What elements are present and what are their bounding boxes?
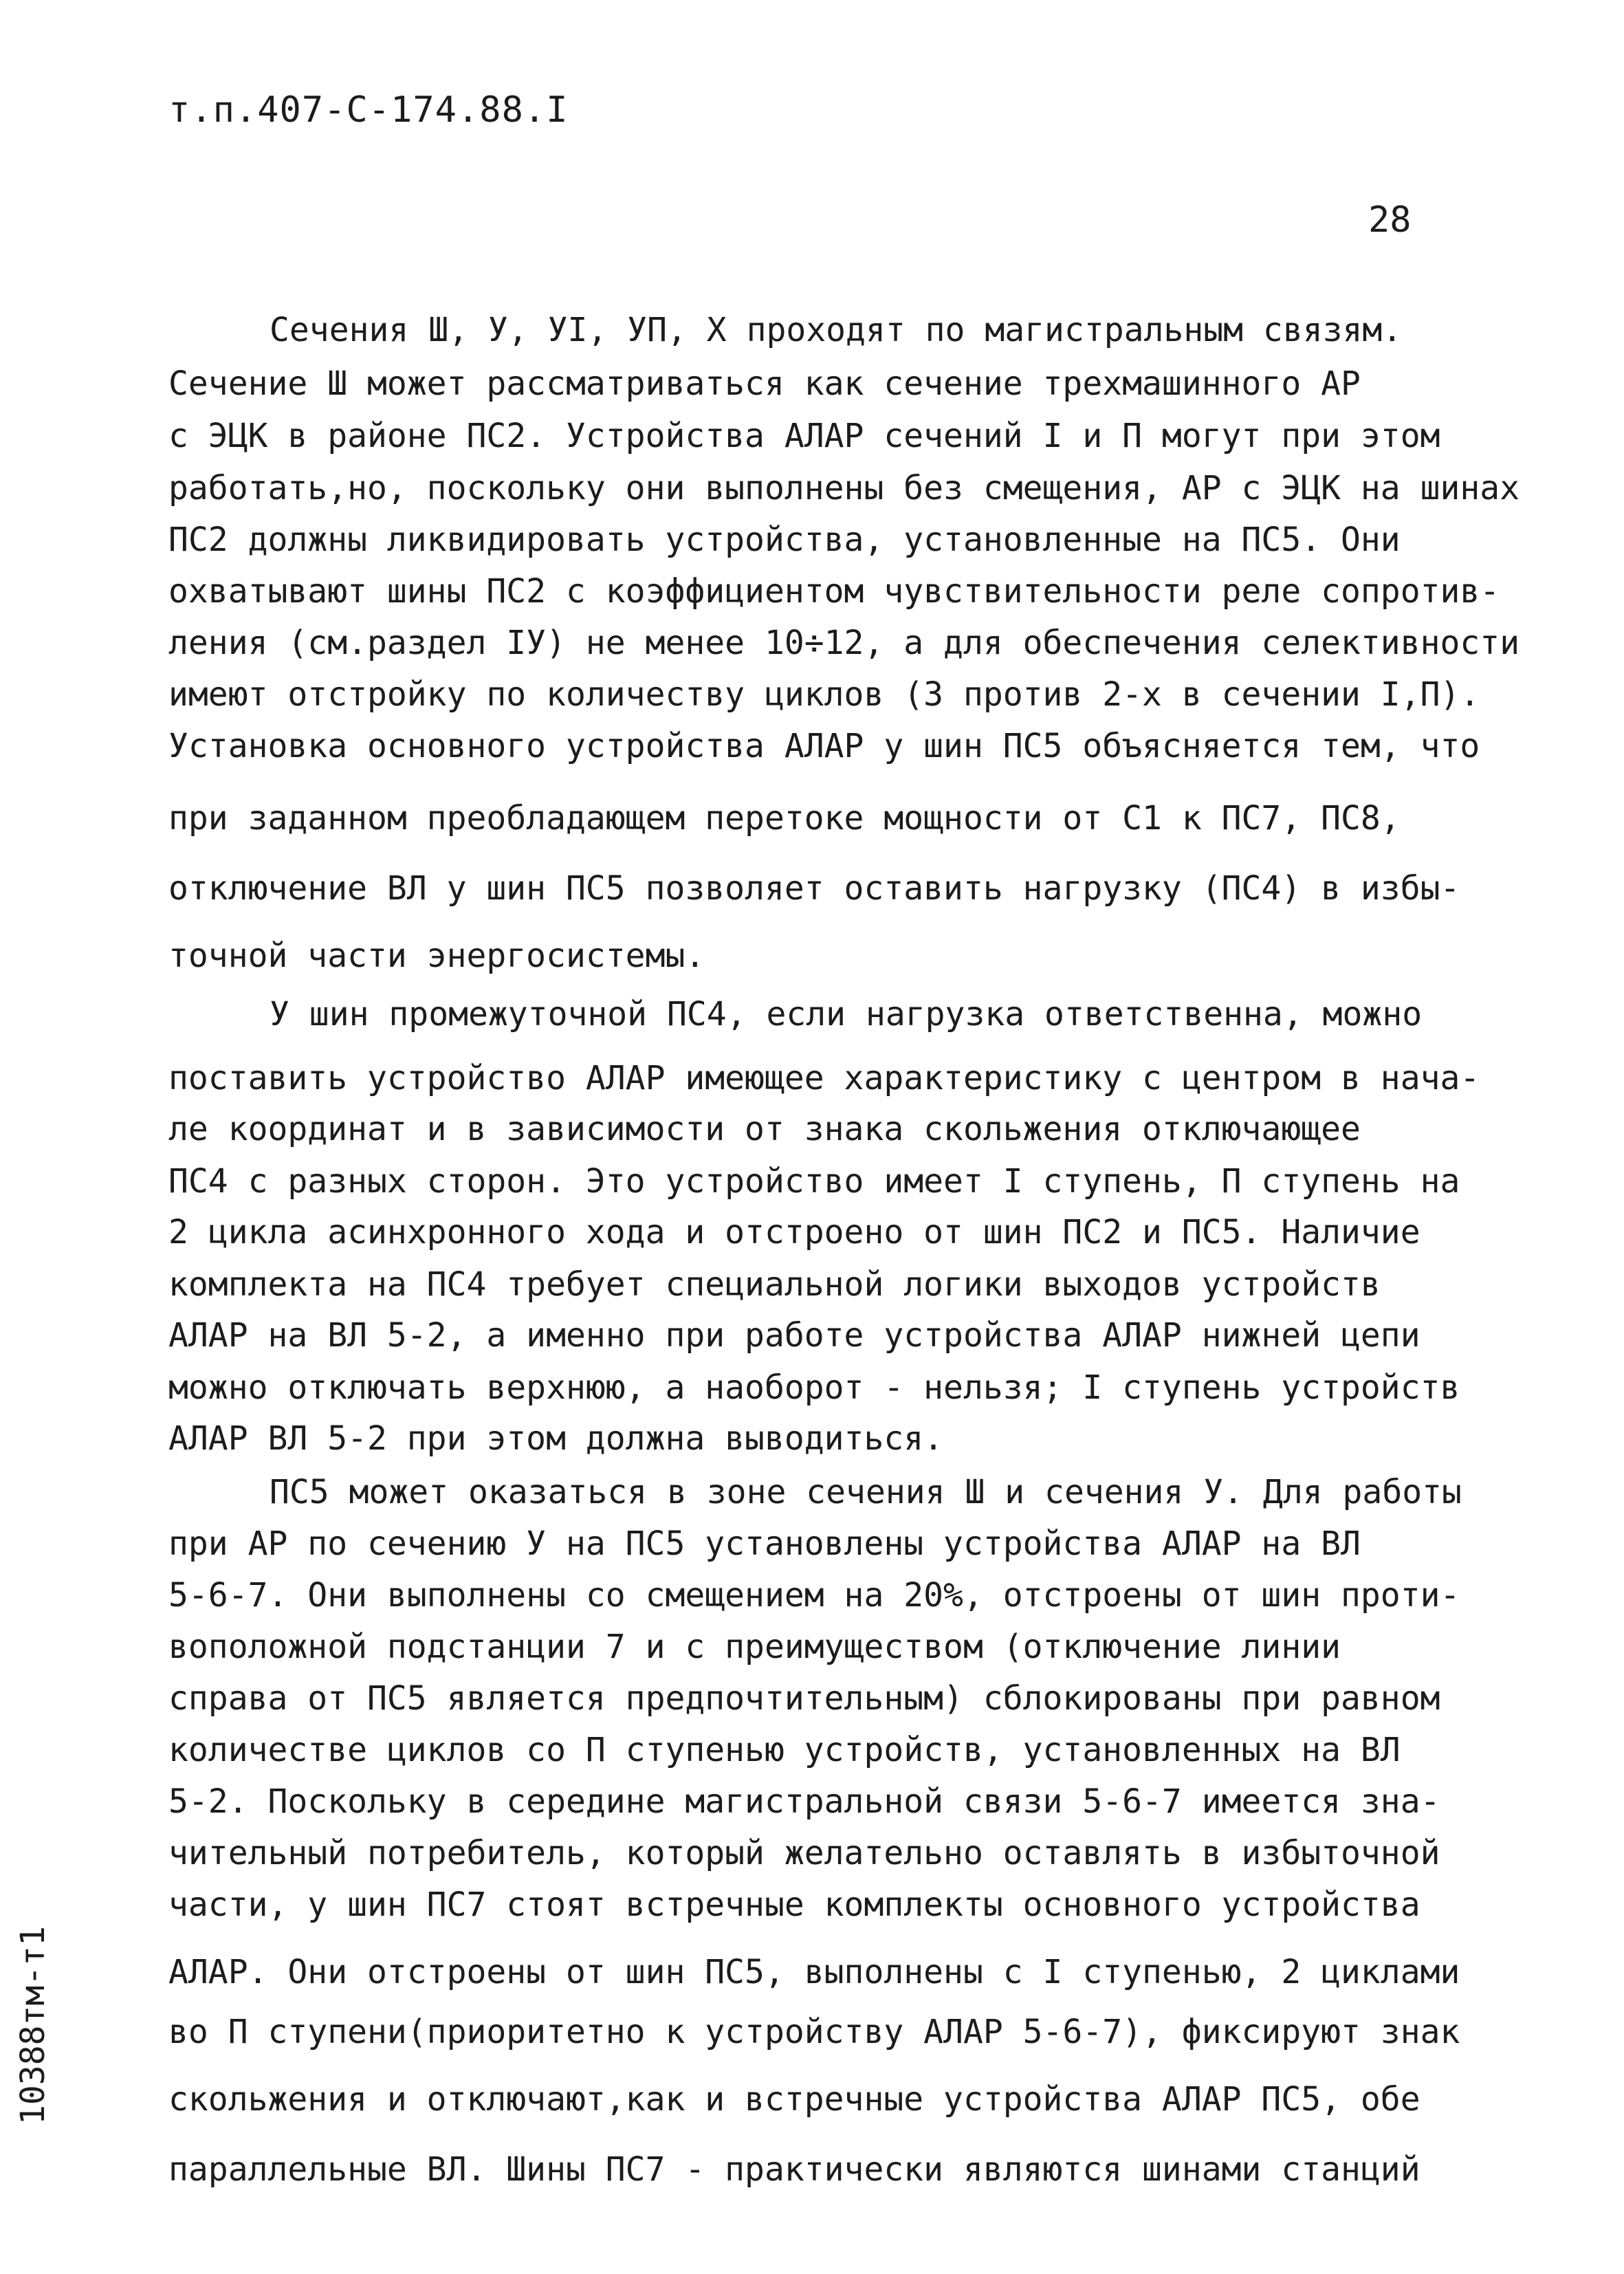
text-line: воположной подстанции 7 и с преимуществом (отключение линии <box>168 1628 1341 1666</box>
text-line: 2 цикла асинхронного хода и отстроено от шин ПС2 и ПС5. Наличие <box>168 1213 1420 1251</box>
text-line: при заданном преобладающем перетоке мощности от С1 к ПС7, ПС8, <box>168 799 1401 838</box>
text-line: ПС4 с разных сторон. Это устройство имеет I ступень, П ступень на <box>168 1162 1460 1201</box>
text-line: АЛАР. Они отстроены от шин ПС5, выполнены с I ступенью, 2 циклами <box>168 1953 1460 1991</box>
document-code: т.п.407-С-174.88.I <box>168 89 569 131</box>
text-line: Установка основного устройства АЛАР у шин ПС5 объясняется тем, что <box>168 727 1480 765</box>
archive-stamp: 10388тм-т1 <box>14 1926 52 2125</box>
text-line: Сечения Ш, У, УI, УП, Х проходят по магистральным связям. <box>270 311 1403 349</box>
text-line: ле координат и в зависимости от знака скольжения отключающее <box>168 1110 1361 1148</box>
text-line: ПС5 может оказаться в зоне сечения Ш и сечения У. Для работы <box>270 1473 1462 1511</box>
text-line: имеют отстройку по количеству циклов (3 против 2-х в сечении I,П). <box>168 675 1480 714</box>
text-line: при АР по сечению У на ПС5 установлены устройства АЛАР на ВЛ <box>168 1524 1361 1563</box>
text-line: охватывают шины ПС2 с коэффициентом чувствительности реле сопротив- <box>168 572 1500 611</box>
page-number: 28 <box>1368 199 1412 241</box>
text-line: точной части энергосистемы. <box>168 937 705 975</box>
text-line: АЛАР на ВЛ 5-2, а именно при работе устройства АЛАР нижней цепи <box>168 1316 1420 1355</box>
text-line: 5-2. Поскольку в середине магистральной связи 5-6-7 имеется зна- <box>168 1782 1440 1821</box>
text-line: с ЭЦК в районе ПС2. Устройства АЛАР сечений I и П могут при этом <box>168 417 1440 455</box>
text-line: работать,но, поскольку они выполнены без смещения, АР с ЭЦК на шинах <box>168 469 1520 507</box>
text-line: количестве циклов со П ступенью устройств, установленных на ВЛ <box>168 1731 1401 1769</box>
text-line: Сечение Ш может рассматриваться как сечение трехмашинного АР <box>168 364 1361 403</box>
text-line: части, у шин ПС7 стоят встречные комплекты основного устройства <box>168 1885 1420 1924</box>
text-line: скольжения и отключают,как и встречные устройства АЛАР ПС5, обе <box>168 2080 1420 2119</box>
text-line: поставить устройство АЛАР имеющее характеристику с центром в нача- <box>168 1059 1480 1097</box>
text-line: параллельные ВЛ. Шины ПС7 - практически являются шинами станций <box>168 2150 1420 2189</box>
text-line: У шин промежуточной ПС4, если нагрузка ответственна, можно <box>270 995 1423 1034</box>
text-line: ПС2 должны ликвидировать устройства, установленные на ПС5. Они <box>168 521 1401 559</box>
text-line: во П ступени(приоритетно к устройству АЛАР 5-6-7), фиксируют знак <box>168 2013 1460 2051</box>
text-line: отключение ВЛ у шин ПС5 позволяет оставить нагрузку (ПС4) в избы- <box>168 869 1460 908</box>
text-line: комплекта на ПС4 требует специальной логики выходов устройств <box>168 1265 1381 1304</box>
text-line: 5-6-7. Они выполнены со смещением на 20%, отстроены от шин проти- <box>168 1576 1460 1615</box>
text-line: АЛАР ВЛ 5-2 при этом должна выводиться. <box>168 1419 944 1458</box>
text-line: можно отключать верхнюю, а наоборот - нельзя; I ступень устройств <box>168 1368 1460 1407</box>
text-line: чительный потребитель, который желательно оставлять в избыточной <box>168 1834 1440 1872</box>
text-line: ления (см.раздел IУ) не менее 10÷12, а для обеспечения селективности <box>168 624 1520 662</box>
text-line: справа от ПС5 является предпочтительным) сблокированы при равном <box>168 1679 1440 1718</box>
